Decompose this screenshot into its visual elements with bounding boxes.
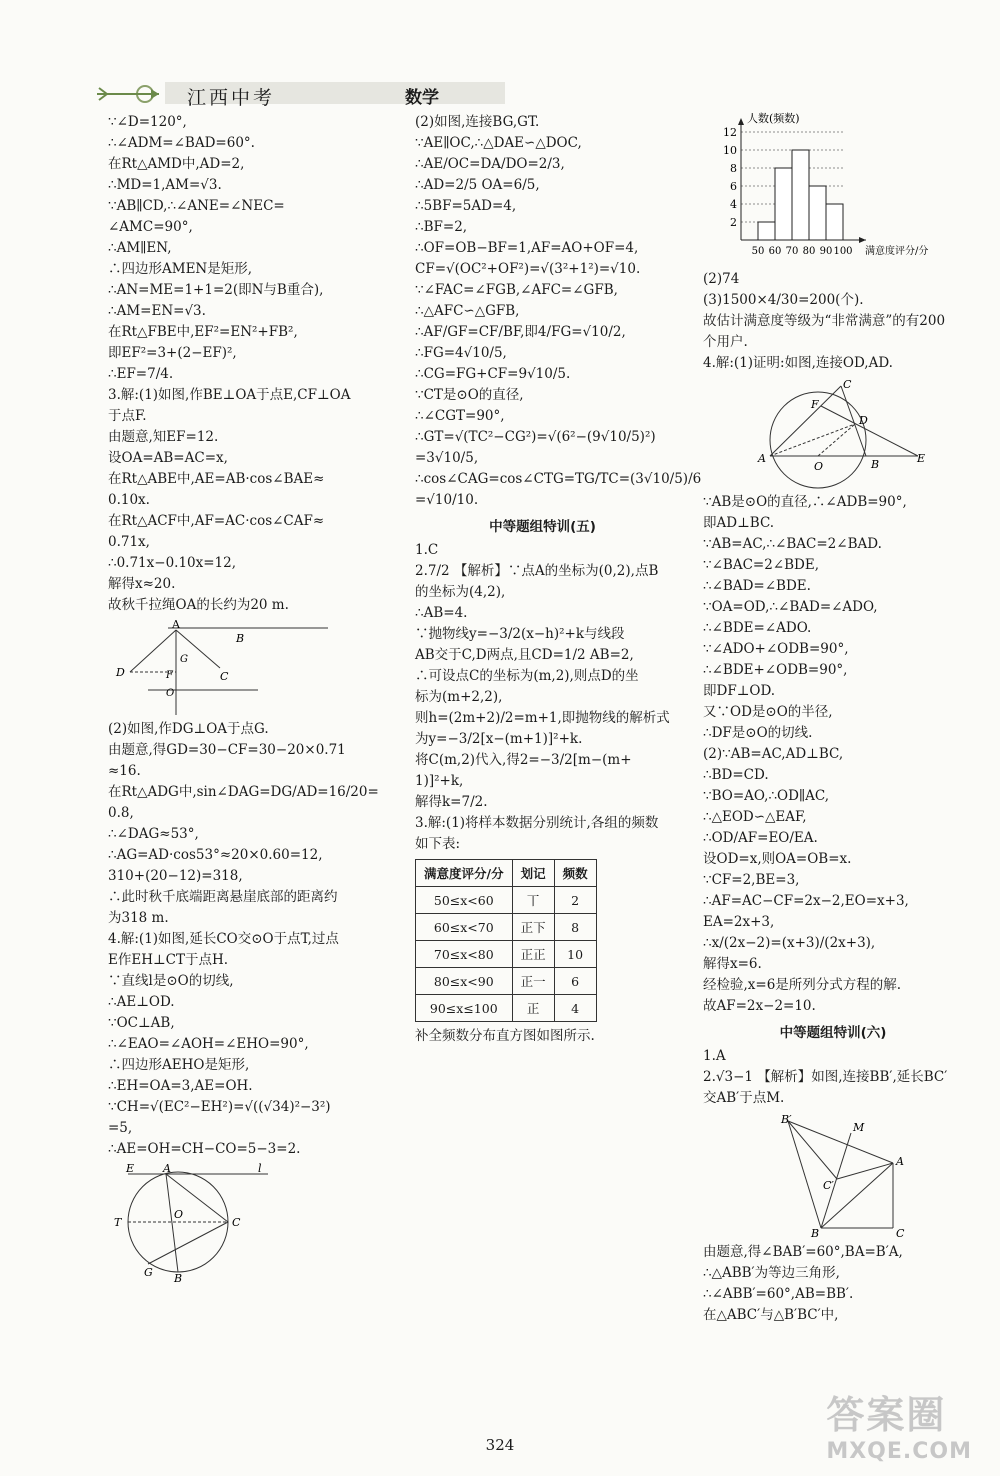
table-header: 满意度评分/分 — [416, 860, 513, 887]
col3c-line: 1.A — [703, 1048, 726, 1064]
column-3 — [703, 112, 963, 1326]
table-row — [416, 887, 597, 914]
histogram-chart — [703, 112, 958, 262]
y-tick-label: 10 — [723, 144, 737, 157]
col2-line: (2)如图,连接BG,GT. — [415, 114, 540, 130]
col1b-line: 由题意,得GD=30−CF=30−20×0.71 — [108, 742, 346, 758]
x-axis-arrow — [859, 237, 866, 243]
col2-line: ∴BF=2, — [415, 219, 468, 235]
bar — [792, 150, 809, 240]
svg-text:O: O — [174, 1208, 184, 1221]
col1b-line: (2)如图,作DG⊥OA于点G. — [108, 721, 269, 737]
col3b-line: 即DF⊥OD. — [703, 683, 776, 699]
col2-line: ∵CT是⊙O的直径, — [415, 387, 524, 403]
col2b-line: ∵抛物线y=−3/2(x−h)²+k与线段 — [415, 626, 625, 642]
y-axis-label: 人数(频数) — [747, 112, 800, 125]
rotation-figure — [703, 1113, 903, 1238]
col2-line: =3√10/5, — [415, 450, 479, 466]
table-cell: 正 — [512, 995, 554, 1022]
col3d-line: 在△ABC′与△B′BC′中, — [703, 1307, 839, 1323]
col3-line: 个用户. — [703, 334, 748, 350]
col2-line: ∴GT=√(TC²−CG²)=√(6²−(9√10/5)²) — [415, 429, 656, 445]
col2-line: ∴5BF=5AD=4, — [415, 198, 517, 214]
col1b-line: ∵直线l是⊙O的切线, — [108, 973, 234, 989]
x-tick-label: 90 — [819, 246, 833, 257]
col1b-line: 4.解:(1)如图,延长CO交⊙O于点T,过点 — [108, 931, 339, 947]
col3b-line: ∵CF=2,BE=3, — [703, 872, 800, 888]
svg-text:A: A — [172, 618, 180, 631]
svg-text:O: O — [166, 688, 175, 699]
col1-text — [108, 112, 380, 616]
svg-text:B: B — [236, 632, 245, 645]
table-cell: 50≤x<60 — [416, 887, 513, 914]
col2b-line: AB交于C,D两点,且CD=1/2 AB=2, — [415, 647, 634, 663]
col3d-line: 由题意,得∠BAB′=60°,BA=B′A, — [703, 1244, 903, 1260]
watermark-line1: 答案圈 — [826, 1393, 947, 1437]
col1-line: ∴MD=1,AM=√3. — [108, 177, 222, 193]
col2-line: ∴∠CGT=90°, — [415, 408, 505, 424]
col1-line: 3.解:(1)如图,作BE⊥OA于点E,CF⊥OA — [108, 387, 351, 403]
col1-line: 0.10x. — [108, 492, 150, 508]
col1b-line: ∴AE=OH=CH−CO=5−3=2. — [108, 1141, 301, 1157]
svg-text:C: C — [843, 378, 852, 391]
col3b-line: 又∵OD是⊙O的半径, — [703, 704, 833, 720]
col2-line: ∵AE∥OC,∴△DAE∽△DOC, — [415, 135, 582, 151]
svg-text:A: A — [896, 1155, 904, 1168]
col1-line: 故秋千拉绳OA的长约为20 m. — [108, 597, 289, 613]
x-tick-label: 80 — [802, 246, 816, 257]
col2-line: CF=√(OC²+OF²)=√(3²+1²)=√10. — [415, 261, 641, 277]
y-tick-label: 4 — [730, 198, 737, 211]
col1-line: ∴0.71x−0.10x=12, — [108, 555, 237, 571]
table-row — [416, 995, 597, 1022]
svg-text:C: C — [896, 1227, 905, 1240]
svg-text:M: M — [853, 1121, 865, 1134]
col3d-text — [703, 1242, 963, 1326]
col1-line: ∴四边形AMEN是矩形, — [108, 261, 253, 277]
svg-text:G: G — [144, 1266, 153, 1279]
watermark — [826, 1384, 972, 1464]
col3b-line: ∵OA=OD,∴∠BAD=∠ADO, — [703, 599, 878, 615]
svg-text:B′: B′ — [781, 1113, 792, 1126]
svg-text:D: D — [859, 414, 868, 427]
col3c-line: 2.√3−1 【解析】如图,连接BB′,延长BC′ — [703, 1069, 948, 1085]
svg-text:T: T — [114, 1216, 122, 1229]
col3b-line: 解得x=6. — [703, 956, 762, 972]
svg-text:G: G — [180, 654, 188, 665]
table-cell: 正一 — [512, 968, 554, 995]
col1b-line: ≈16. — [108, 763, 141, 779]
col2-line: ∴AD=2/5 OA=6/5, — [415, 177, 540, 193]
col2b-line: 1.C — [415, 542, 439, 558]
y-tick-label: 6 — [730, 180, 737, 193]
col3b-line: (2)∵AB=AC,AD⊥BC, — [703, 746, 844, 762]
svg-text:O: O — [814, 460, 824, 473]
col1b-line: ∵OC⊥AB, — [108, 1015, 175, 1031]
col3b-text — [703, 492, 963, 1017]
col2b-line: 解得k=7/2. — [415, 794, 488, 810]
col3b-line: ∵∠ADO+∠ODB=90°, — [703, 641, 849, 657]
table-cell: 10 — [554, 941, 596, 968]
col3b-line: 设OD=x,则OA=OB=x. — [703, 851, 852, 867]
col3d-line: ∴△ABB′为等边三角形, — [703, 1265, 840, 1281]
x-tick-label: 50 — [751, 246, 765, 257]
svg-text:C′: C′ — [823, 1179, 834, 1192]
col1b-line: 310+(20−12)=318, — [108, 868, 243, 884]
section-title-5: 中等题组特训(五) — [489, 519, 596, 535]
col3b-line: ∴AF=AC−CF=2x−2,EO=x+3, — [703, 893, 909, 909]
col2b-line: 3.解:(1)将样本数据分别统计,各组的频数 — [415, 815, 659, 831]
col1-line: ∴∠ADM=∠BAD=60°. — [108, 135, 255, 151]
col3c-text — [703, 1046, 963, 1109]
col1b-line: ∴EH=OA=3,AE=OH. — [108, 1078, 253, 1094]
table-header: 划记 — [512, 860, 554, 887]
col2-line: ∴cos∠CAG=cos∠CTG=TG/TC=(3√10/5)/6 — [415, 471, 702, 487]
col1b-line: E作EH⊥CT于点H. — [108, 952, 229, 968]
col2-line: ∵∠FAC=∠FGB,∠AFC=∠GFB, — [415, 282, 618, 298]
col3-text — [703, 269, 963, 374]
col3b-line: 经检验,x=6是所列分式方程的解. — [703, 977, 902, 993]
col3b-line: ∵∠BAC=2∠BDE, — [703, 557, 820, 573]
col1b-text — [108, 719, 380, 1160]
col2b-line: 2.7/2 【解析】∵点A的坐标为(0,2),点B — [415, 563, 659, 579]
col3b-line: ∴△EOD∽△EAF, — [703, 809, 807, 825]
col1b-line: ∴AE⊥OD. — [108, 994, 175, 1010]
col2-line: ∴FG=4√10/5, — [415, 345, 507, 361]
satisfaction-table — [415, 859, 597, 1022]
x-tick-label: 60 — [768, 246, 782, 257]
col1b-line: 在Rt△ADG中,sin∠DAG=DG/AD=16/20= — [108, 784, 379, 800]
col1-line: 解得x≈20. — [108, 576, 176, 592]
col2b-line: 的坐标为(4,2), — [415, 584, 506, 600]
col1b-line: 0.8, — [108, 805, 134, 821]
table-cell: 丅 — [512, 887, 554, 914]
bar — [775, 168, 792, 240]
column-1 — [108, 112, 380, 1288]
col1b-line: ∴∠EAO=∠AOH=∠EHO=90°, — [108, 1036, 309, 1052]
x-tick-label: 100 — [833, 246, 853, 257]
table-cell: 6 — [554, 968, 596, 995]
col1-line: 即EF²=3+(2−EF)², — [108, 345, 237, 361]
col1-line: 在Rt△ABE中,AE=AB·cos∠BAE≈ — [108, 471, 325, 487]
bar — [826, 204, 843, 240]
col3b-line: ∵AB是⊙O的直径,∴∠ADB=90°, — [703, 494, 907, 510]
col3b-line: 即AD⊥BC. — [703, 515, 775, 531]
y-tick-label: 2 — [730, 216, 737, 229]
col1-line: 在Rt△AMD中,AD=2, — [108, 156, 245, 172]
table-cell: 2 — [554, 887, 596, 914]
table-cell: 正正 — [512, 941, 554, 968]
col1b-line: ∴AG=AD·cos53°≈20×0.60=12, — [108, 847, 323, 863]
col1-line: ∴AM∥EN, — [108, 240, 172, 256]
col2-line: ∴AF/GF=CF/BF,即4/FG=√10/2, — [415, 324, 626, 340]
svg-text:B: B — [811, 1227, 820, 1240]
col2b-text — [415, 540, 670, 855]
table-row — [416, 914, 597, 941]
svg-text:F: F — [166, 670, 173, 681]
col3b-line: ∴∠BDE=∠ADO. — [703, 620, 812, 636]
svg-text:A: A — [163, 1162, 171, 1175]
col1-line: 0.71x, — [108, 534, 150, 550]
col2-line: ∴OF=OB−BF=1,AF=AO+OF=4, — [415, 240, 639, 256]
col3d-line: ∴∠ABB′=60°,AB=BB′. — [703, 1286, 854, 1302]
col2b-line: ∴AB=4. — [415, 605, 468, 621]
svg-text:B: B — [174, 1272, 183, 1285]
col1-line: ∠AMC=90°, — [108, 219, 193, 235]
table-cell: 正下 — [512, 914, 554, 941]
table-cell: 80≤x<90 — [416, 968, 513, 995]
col3b-line: ∴BD=CD. — [703, 767, 769, 783]
col1-line: ∴AM=EN=√3. — [108, 303, 206, 319]
col2b-line: 将C(m,2)代入,得2=−3/2[m−(m+ — [415, 752, 632, 768]
col1-line: 在Rt△ACF中,AF=AC·cos∠CAF≈ — [108, 513, 325, 529]
table-cell: 8 — [554, 914, 596, 941]
svg-text:A: A — [758, 452, 766, 465]
col1-line: 在Rt△FBE中,EF²=EN²+FB², — [108, 324, 298, 340]
col2b-line: 标为(m+2,2), — [415, 689, 503, 705]
col1b-line: =5, — [108, 1120, 133, 1136]
col3b-line: ∵BO=AO,∴OD∥AC, — [703, 788, 830, 804]
bar — [809, 186, 826, 240]
col2b-line: 如下表: — [415, 836, 461, 852]
col3b-line: ∴OD/AF=EO/EA. — [703, 830, 818, 846]
svg-text:F: F — [811, 398, 819, 411]
bar — [758, 222, 775, 240]
col3-line: 4.解:(1)证明:如图,连接OD,AD. — [703, 355, 893, 371]
y-tick-label: 8 — [730, 162, 737, 175]
col3b-line: 故AF=2x−2=10. — [703, 998, 816, 1014]
col2b-line: 1)]²+k, — [415, 773, 464, 789]
col1b-line: ∴此时秋千底端距离悬崖底部的距离约 — [108, 889, 338, 905]
svg-text:E: E — [917, 452, 926, 465]
col2-line: ∴CG=FG+CF=9√10/5. — [415, 366, 571, 382]
col1-line: 由题意,知EF=12. — [108, 429, 219, 445]
table-cell: 4 — [554, 995, 596, 1022]
col1b-line: 为318 m. — [108, 910, 169, 926]
header-title: 江西中考 — [187, 87, 276, 109]
col1-line: ∵∠D=120°, — [108, 114, 187, 130]
y-axis-arrow — [738, 118, 744, 125]
col3c-line: 交AB′于点M. — [703, 1090, 785, 1106]
col3-line: (3)1500×4/30=200(个). — [703, 292, 864, 308]
table-header: 频数 — [554, 860, 596, 887]
col1b-line: ∴四边形AEHO是矩形, — [108, 1057, 250, 1073]
col1b-line: ∴∠DAG≈53°, — [108, 826, 199, 842]
x-axis-label: 满意度评分/分 — [865, 246, 929, 257]
col3b-line: ∴DF是⊙O的切线. — [703, 725, 813, 741]
col2-text — [415, 112, 702, 511]
swing-figure — [108, 620, 308, 715]
col3b-line: ∴∠BAD=∠BDE. — [703, 578, 811, 594]
col1b-line: ∵CH=√(EC²−EH²)=√((√34)²−3²) — [108, 1099, 331, 1115]
svg-text:l: l — [258, 1162, 262, 1175]
col2b-line: ∴可设点C的坐标为(m,2),则点D的坐 — [415, 668, 639, 684]
col1-line: ∴AN=ME=1+1=2(即N与B重合), — [108, 282, 324, 298]
watermark-line2: MXQE.COM — [826, 1439, 972, 1464]
svg-text:E: E — [126, 1162, 135, 1175]
x-tick-label: 70 — [785, 246, 799, 257]
col2-line: ∴△AFC∽△GFB, — [415, 303, 520, 319]
circle-tangent-figure — [108, 1164, 308, 1284]
col3b-line: ∴∠BDE+∠ODB=90°, — [703, 662, 848, 678]
table-cell: 70≤x<80 — [416, 941, 513, 968]
header-subject: 数学 — [405, 88, 439, 108]
column-2 — [415, 112, 702, 1047]
col1-line: ∵AB∥CD,∴∠ANE=∠NEC= — [108, 198, 285, 214]
col1-line: ∴EF=7/4. — [108, 366, 174, 382]
col3-line: 故估计满意度等级为“非常满意”的有200 — [703, 313, 946, 329]
svg-text:C: C — [220, 670, 229, 683]
col2-line: ∴AE/OC=DA/DO=2/3, — [415, 156, 565, 172]
table-cell: 90≤x≤100 — [416, 995, 513, 1022]
y-tick-label: 12 — [723, 126, 737, 139]
col3-line: (2)74 — [703, 271, 740, 287]
table-cell: 60≤x<70 — [416, 914, 513, 941]
page-number: 324 — [485, 1436, 515, 1454]
col2b-line: 为y=−3/2[x−(m+1)]²+k. — [415, 731, 583, 747]
section-title-6: 中等题组特训(六) — [779, 1025, 887, 1041]
col3b-line: ∴x/(2x−2)=(x+3)/(2x+3), — [703, 935, 876, 951]
table-row — [416, 968, 597, 995]
table-row — [416, 941, 597, 968]
svg-text:B: B — [871, 458, 880, 471]
col3b-line: ∵AB=AC,∴∠BAC=2∠BAD. — [703, 536, 882, 552]
svg-text:C: C — [232, 1216, 241, 1229]
col2b-line: 则h=(2m+2)/2=m+1,即抛物线的解析式 — [415, 710, 670, 726]
col2-line: =√10/10. — [415, 492, 479, 508]
svg-text:D: D — [116, 666, 125, 679]
col1-line: 于点F. — [108, 408, 147, 424]
col2-note: 补全频数分布直方图如图所示. — [415, 1028, 595, 1044]
arrow-logo-icon — [95, 84, 165, 104]
circle-triangle-figure — [703, 378, 933, 488]
col1-line: 设OA=AB=AC=x, — [108, 450, 228, 466]
page-header — [95, 80, 515, 108]
col3b-line: EA=2x+3, — [703, 914, 775, 930]
